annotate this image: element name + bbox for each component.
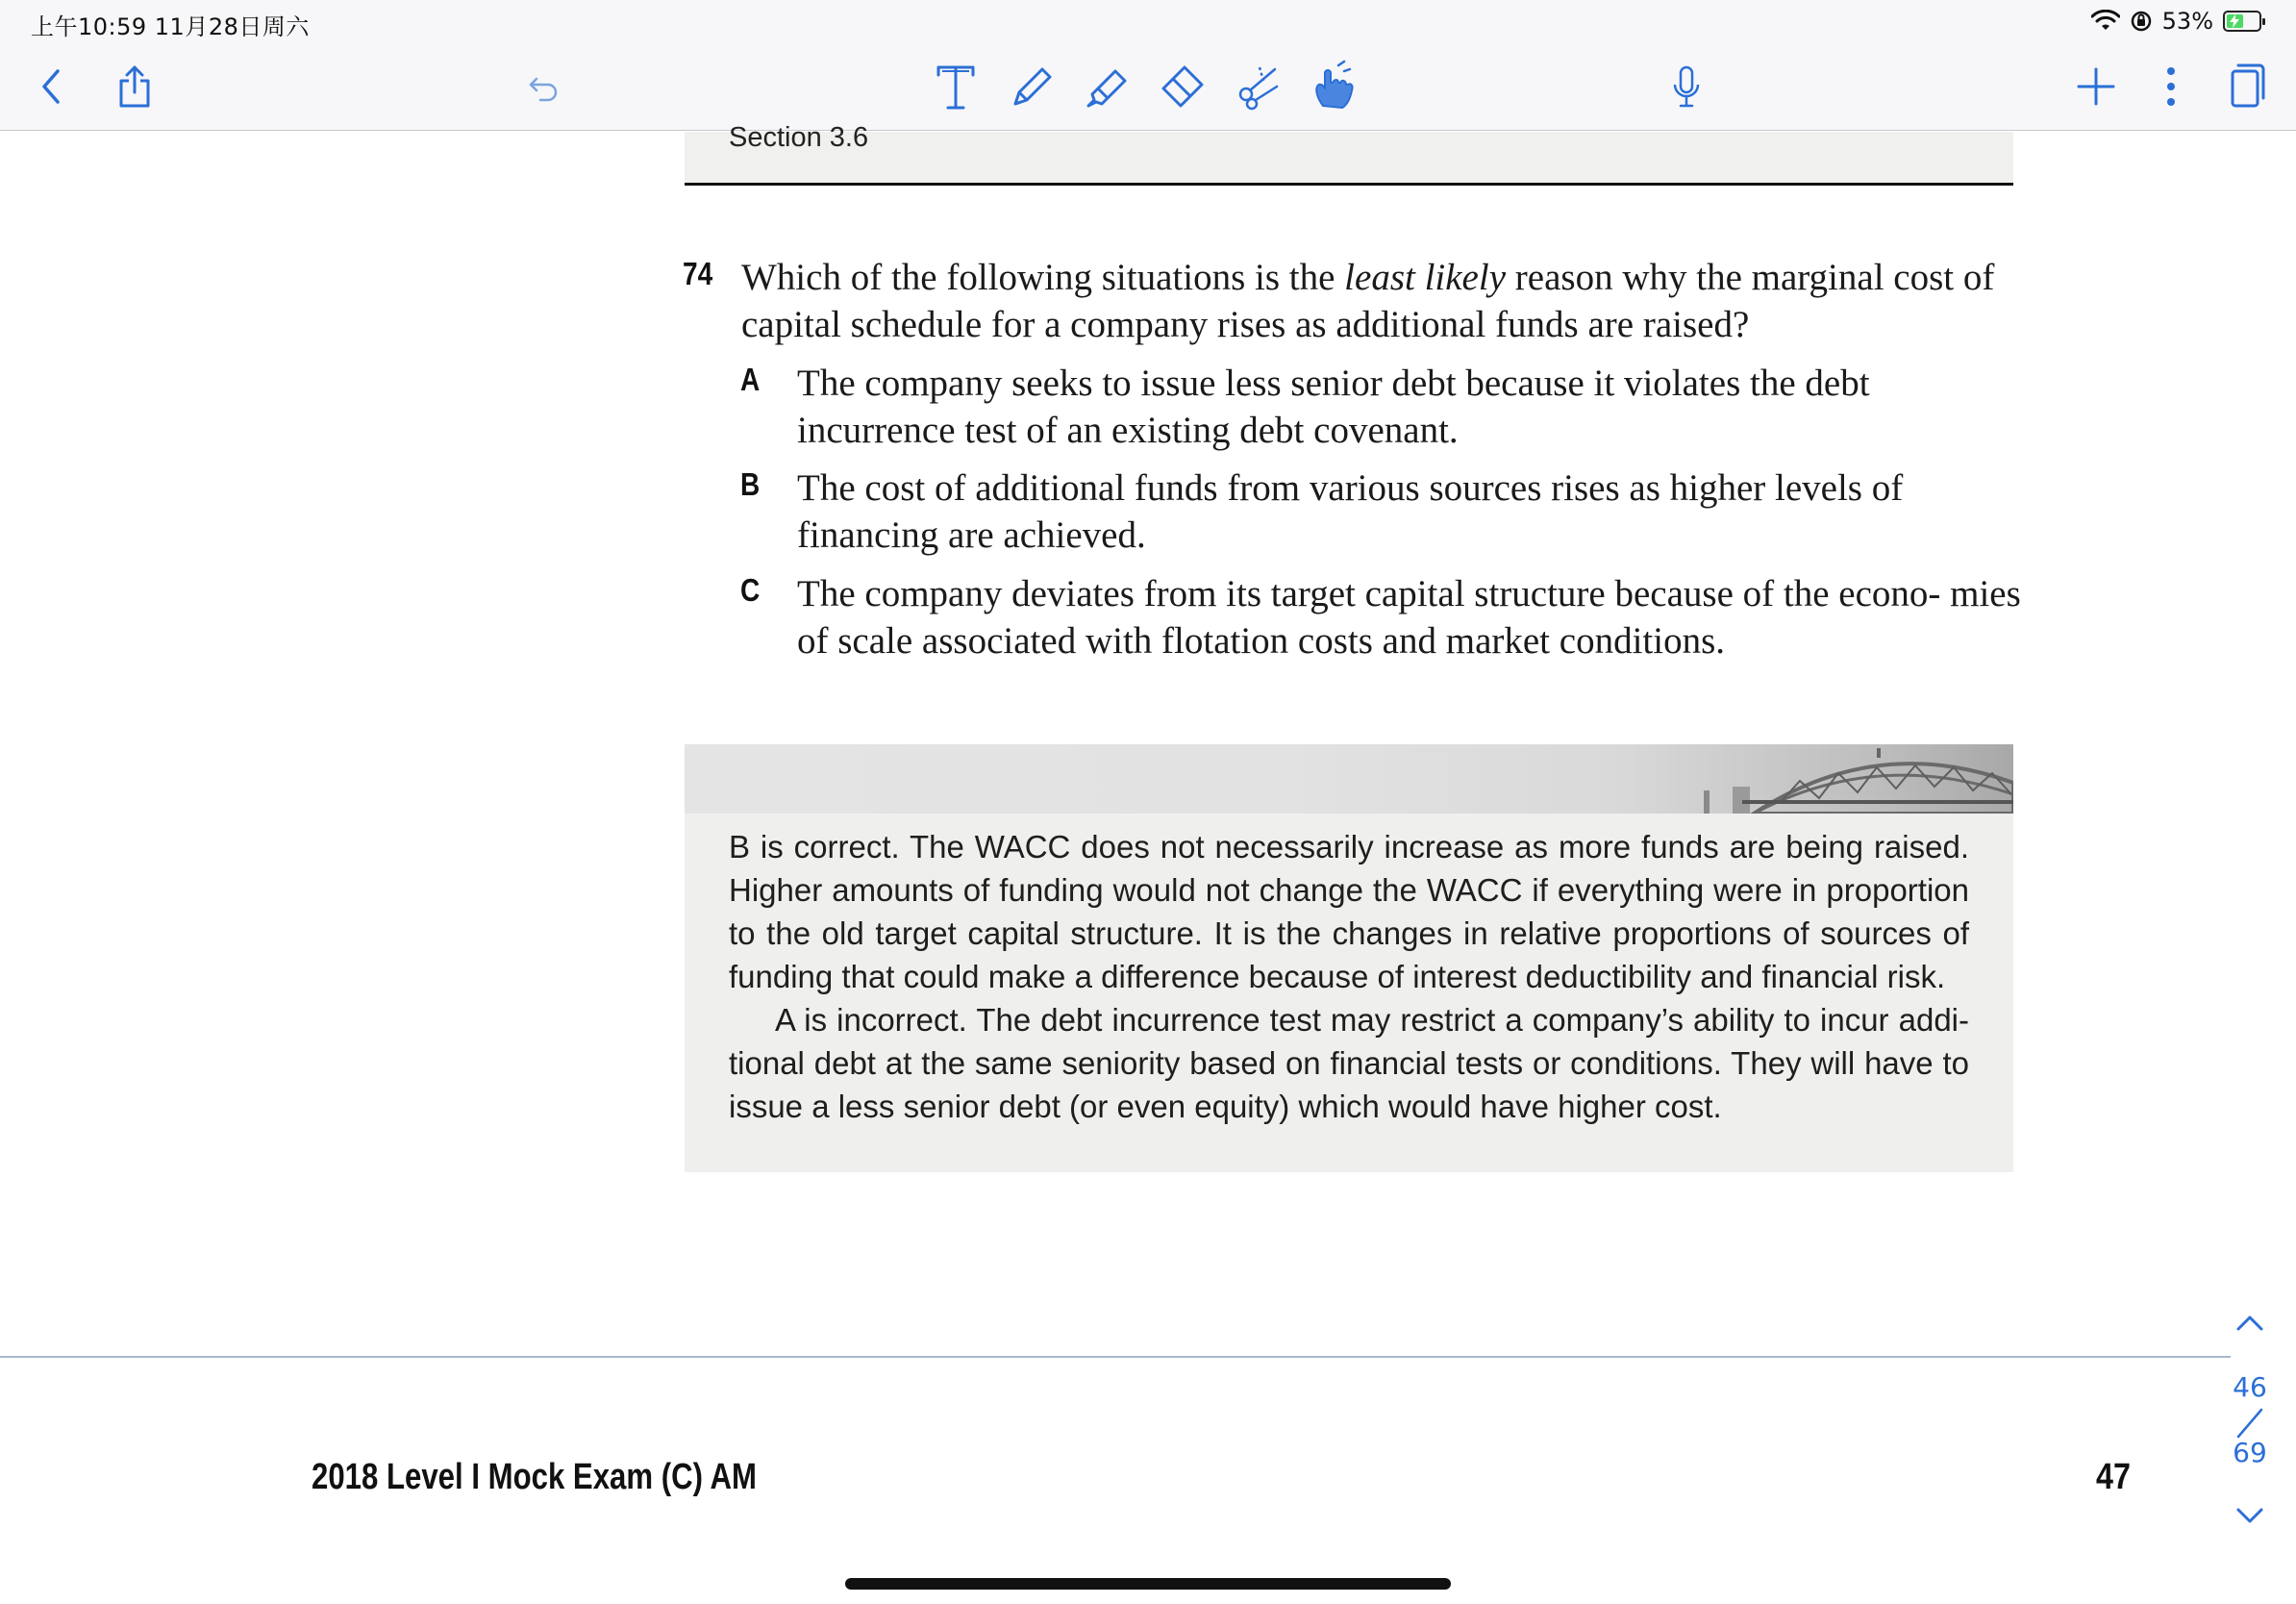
current-page-number: 46 xyxy=(2233,1371,2267,1403)
status-time: 上午10:59 11月28日周六 xyxy=(31,13,310,40)
orientation-lock-icon xyxy=(2130,10,2153,33)
option-c-letter: C xyxy=(740,572,761,608)
option-c-text: The company deviates from its target capital structure because of the econo- mies of scale associated with flotation costs and market conditions. xyxy=(797,573,2021,662)
answer-explanation xyxy=(729,825,1969,1128)
charging-bolt-icon xyxy=(2229,14,2240,28)
battery-percent: 53% xyxy=(2161,8,2213,35)
microphone-icon[interactable] xyxy=(1656,56,1717,117)
battery-icon xyxy=(2223,11,2261,32)
bridge-illustration xyxy=(685,744,2013,814)
text-tool-icon[interactable] xyxy=(925,56,986,117)
question-text-emphasis: least likely xyxy=(1344,257,1507,298)
footer-page-number: 47 xyxy=(2096,1457,2131,1497)
pointer-hand-icon[interactable] xyxy=(1302,56,1363,117)
battery-level xyxy=(2227,14,2243,28)
previous-page-chevron-icon[interactable] xyxy=(2231,1304,2269,1342)
option-a-letter: A xyxy=(740,362,761,397)
question-text-before: Which of the following situations is the xyxy=(741,257,1345,298)
add-icon[interactable] xyxy=(2065,56,2127,117)
footer-title: 2018 Level I Mock Exam (C) AM xyxy=(312,1457,757,1497)
answer-paragraph-incorrect: A is incorrect. The debt incurrence test may restrict a company’s ability to incur addi- tional debt at the same seniority based on financial tests or conditions. They will have to issue a less senior debt (or even equity) which would have higher cost. xyxy=(729,1002,1969,1124)
wifi-icon xyxy=(2091,10,2120,33)
answer-paragraph-correct: B is correct. The WACC does not necessarily increase as more funds are being raised. Higher amounts of funding would not change the WACC if everything were in proportion to the old target capital structure. It is the changes in relative proportions of sources of funding that could make a difference because of interest deductibility and financial risk. xyxy=(729,829,1969,994)
question-number: 74 xyxy=(683,256,713,291)
option-a-text: The company seeks to issue less senior debt because it violates the debt incurrence test of an existing debt covenant. xyxy=(797,363,1870,451)
next-page-chevron-icon[interactable] xyxy=(2231,1496,2269,1535)
question-text xyxy=(741,254,2030,348)
page-separator-slash xyxy=(2231,1406,2269,1441)
lasso-scissors-icon[interactable] xyxy=(1227,56,1288,117)
answer-header-banner xyxy=(685,744,2013,814)
section-label: Section 3.6 xyxy=(729,122,869,153)
annotation-toolbar xyxy=(0,42,2296,131)
option-b-text: The cost of additional funds from various sources rises as higher levels of financing are achieved. xyxy=(797,467,1904,556)
page-break-divider xyxy=(0,1356,2231,1358)
status-indicators xyxy=(2091,8,2261,35)
question-text-after: reason why the marginal cost of capital schedule for a company rises as additional funds are raised? xyxy=(741,257,1995,345)
highlighter-tool-icon[interactable] xyxy=(1077,56,1138,117)
pen-tool-icon[interactable] xyxy=(1002,56,1063,117)
back-chevron-icon[interactable] xyxy=(21,56,83,117)
total-page-count: 69 xyxy=(2233,1437,2267,1468)
undo-icon[interactable] xyxy=(513,56,575,117)
more-icon[interactable] xyxy=(2140,56,2202,117)
share-icon[interactable] xyxy=(104,56,165,117)
eraser-tool-icon[interactable] xyxy=(1152,56,1213,117)
home-indicator[interactable] xyxy=(845,1578,1451,1590)
status-bar xyxy=(0,0,2296,42)
section-rule xyxy=(685,183,2013,186)
pages-icon[interactable] xyxy=(2215,56,2277,117)
option-b-letter: B xyxy=(740,466,761,502)
section-header-band xyxy=(685,132,2013,184)
